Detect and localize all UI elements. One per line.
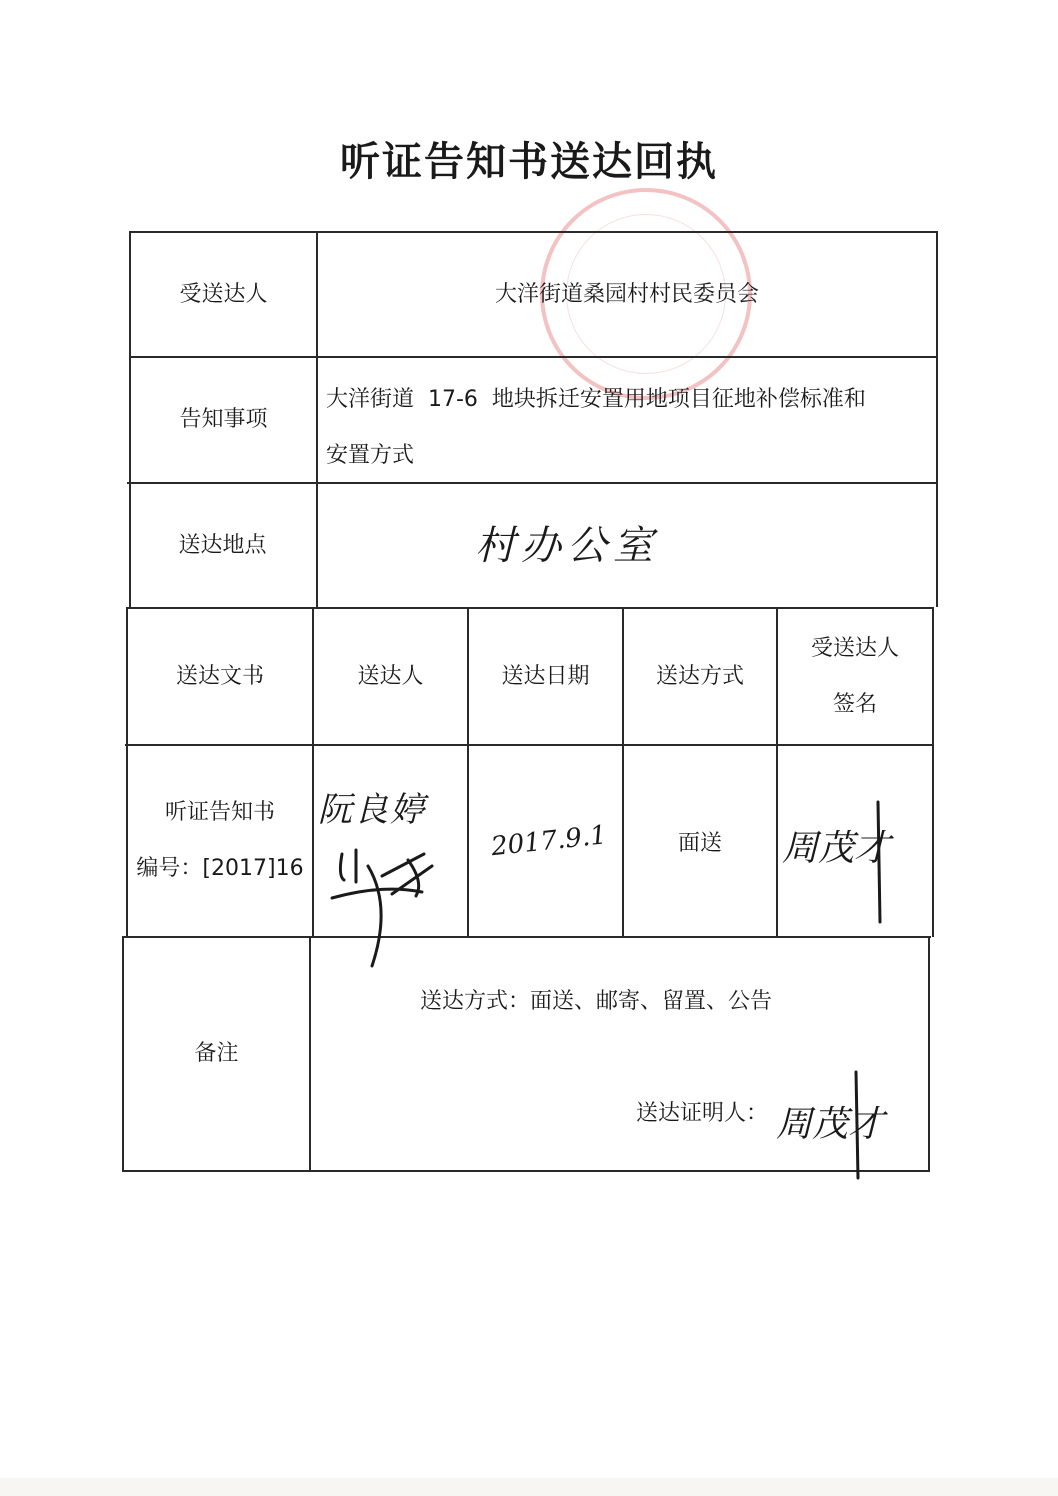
matter-label: 告知事项 <box>179 407 268 433</box>
witness-signature-text: 周茂才 <box>776 1104 885 1145</box>
header-doc: 送达文书 <box>175 663 264 689</box>
record-doc <box>128 746 312 936</box>
remarks-methods: 送达方式：面送、邮寄、留置、公告 <box>420 989 773 1014</box>
server-signature <box>318 782 458 842</box>
document-title: 听证告知书送达回执 <box>340 139 718 185</box>
recipient-value: 大洋街道桑园村村民委员会 <box>494 281 759 307</box>
server-signature-text: 阮良婷 <box>318 790 426 830</box>
second-signature-scribble <box>312 836 462 976</box>
location-label: 送达地点 <box>178 532 267 558</box>
matter-line-2: 安置方式 <box>326 443 415 468</box>
header-signature <box>778 609 932 744</box>
header-server: 送达人 <box>357 663 424 689</box>
table-border-right <box>932 607 934 937</box>
header-method: 送达方式 <box>655 663 744 689</box>
record-doc-number: 编号：[2017]16 <box>136 856 304 881</box>
table-border-right <box>928 936 930 1172</box>
record-method: 面送 <box>677 831 722 856</box>
table-border-bottom <box>122 1170 930 1172</box>
witness-signature-stroke <box>838 1066 878 1186</box>
table-border-right <box>936 231 938 607</box>
remarks-label: 备注 <box>194 1041 239 1067</box>
record-date-handwritten: 2017.9.1 <box>489 820 608 863</box>
header-date: 送达日期 <box>501 663 590 689</box>
matter-line-1: 大洋街道 17-6 地块拆迁安置用地项目征地补偿标准和 <box>326 387 866 412</box>
recipient-signature-stroke <box>850 796 910 936</box>
record-doc-name: 听证告知书 <box>164 800 275 825</box>
header-signature-line-2: 签名 <box>832 691 877 717</box>
matter-value <box>326 372 932 484</box>
header-signature-line-1: 受送达人 <box>810 635 899 661</box>
scan-edge <box>0 1478 1058 1496</box>
recipient-label: 受送达人 <box>179 281 268 307</box>
remarks-witness-label: 送达证明人： <box>636 1101 769 1126</box>
witness-signature <box>776 1096 896 1156</box>
recipient-signature-text: 周茂才 <box>782 828 891 869</box>
location-value-handwritten: 村办公室 <box>475 522 659 569</box>
table-divider <box>309 936 311 1172</box>
